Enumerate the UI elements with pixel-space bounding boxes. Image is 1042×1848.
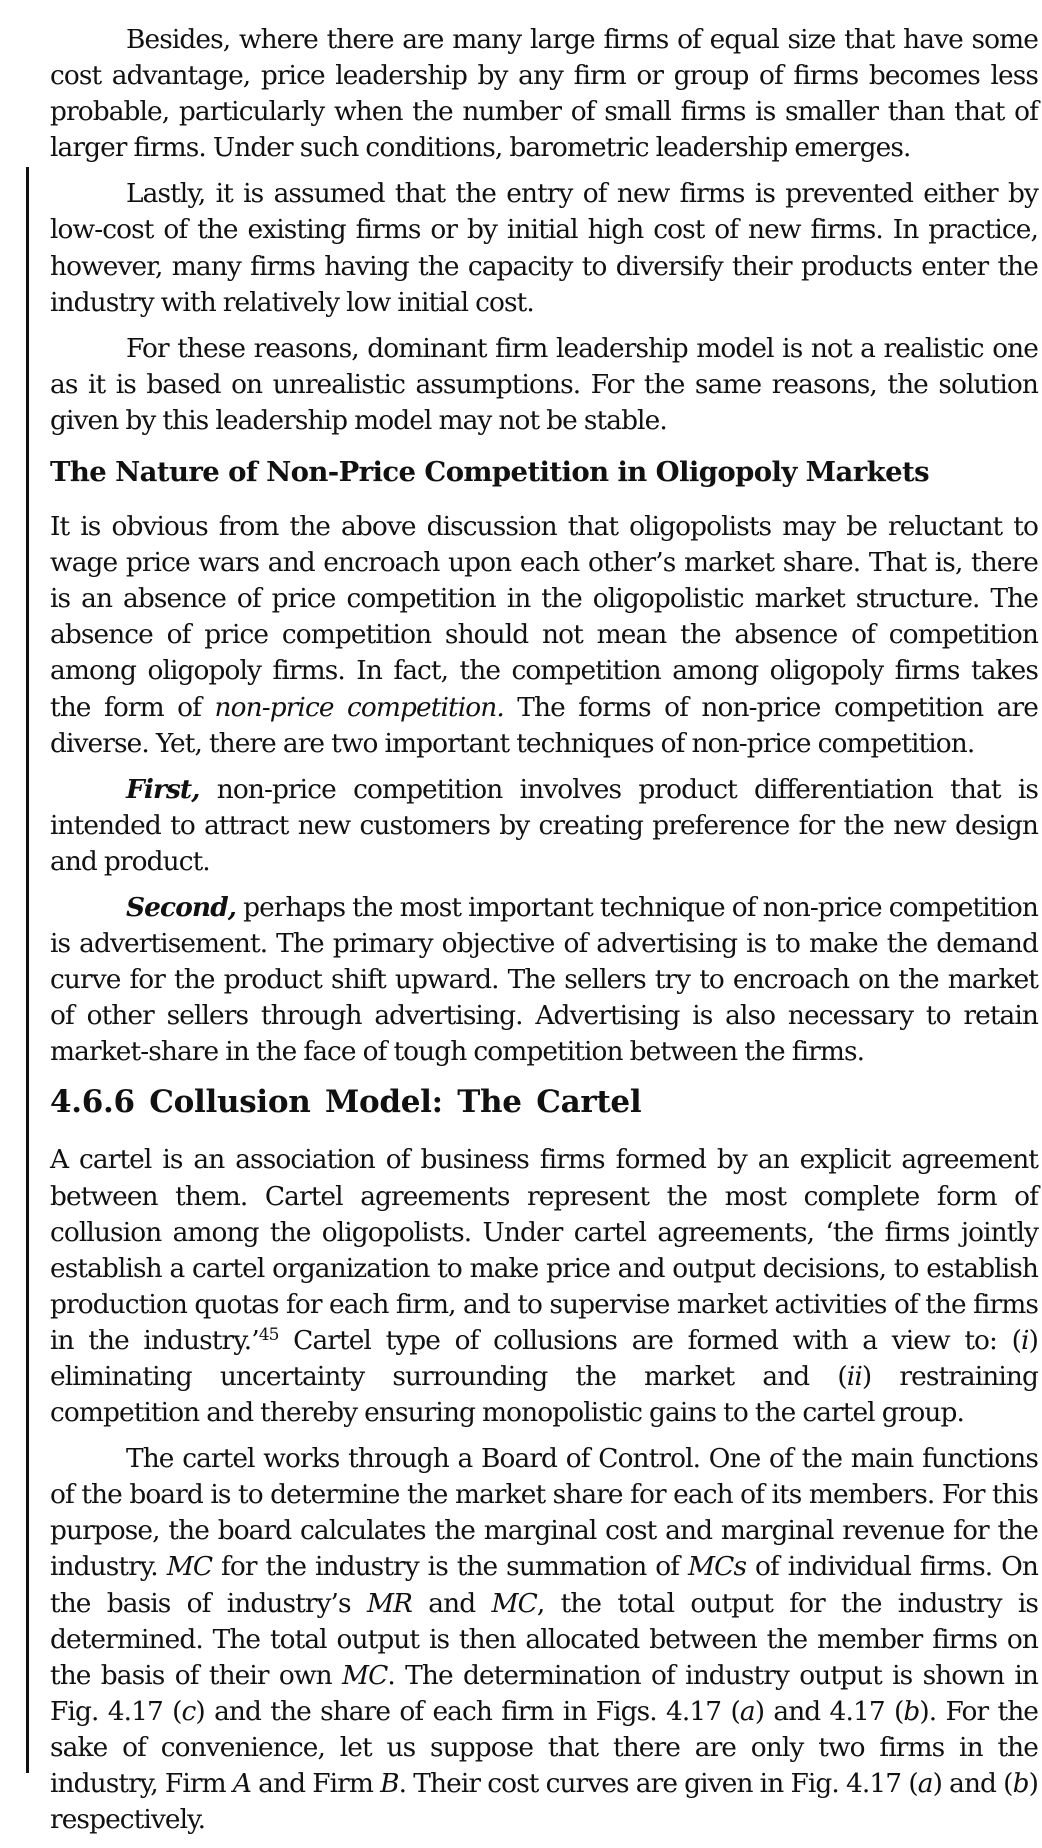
- footnote-marker: 45: [258, 1324, 279, 1345]
- non-price-intro-text-b: The forms of non-price competition are diverse. Yet, there are two important techniques of non-price competition.: [50, 691, 1038, 759]
- text-run: ). For the sake of convenience, let us suppose that there are only two firms in the industry, Firm: [50, 1695, 1039, 1800]
- italic-term: MR: [366, 1587, 413, 1619]
- margin-rule: [26, 167, 29, 1773]
- paragraph-barometric-leadership: Besides, where there are many large firms of equal size that have some cost advantage, price leadership by any firm or group of firms becomes less probable, particularly when the number of small firms is smaller than that of larger firms. Under such conditions, barometric leadership emerges.: [50, 24, 1038, 164]
- italic-term: MC: [491, 1587, 537, 1619]
- text-run: , the total output for the industry is determined. The total output is then allocated between the member firms on the basis of their own: [50, 1587, 1039, 1691]
- heading-non-price-competition: The Nature of Non-Price Competition in Oligopoly Markets: [50, 456, 929, 489]
- text-run: ) and the share of each firm in Figs. 4.17 (: [195, 1695, 740, 1727]
- text-run: ) respectively.: [50, 1768, 1038, 1836]
- text-run: of individual firms. On the basis of industry’s: [50, 1551, 1038, 1619]
- paragraph-board-of-control: [50, 1441, 1038, 1838]
- cartel-definition-text-c: ) eliminating uncertainty surrounding the market and (: [50, 1324, 1038, 1392]
- text-run: ) and (: [932, 1768, 1013, 1800]
- page-content: [50, 22, 1038, 1848]
- italic-term: b: [903, 1695, 920, 1727]
- text-run: . Their cost curves are given in Fig. 4.17 (: [398, 1768, 918, 1800]
- cartel-definition-text-b: Cartel type of collusions are formed with a view to: (: [278, 1324, 1022, 1356]
- cartel-definition-text-a: A cartel is an association of business firms formed by an explicit agreement between them. Cartel agreements represent the most complete form of collusion among the oligopolists. Under cartel agreements, ‘the firms jointly establish a cartel organization to make price and output decisions, to establish production quotas for each firm, and to supervise market activities of the firms in the industry.’: [50, 1144, 1038, 1356]
- first-label: First,: [126, 773, 200, 805]
- text-run: . The determination of industry output is shown in Fig. 4.17 (: [50, 1659, 1038, 1727]
- italic-term: a: [739, 1695, 755, 1727]
- italic-term: MC: [341, 1659, 388, 1691]
- roman-numeral-ii: ii: [846, 1361, 862, 1392]
- heading-cartel-section: 4.6.6 Collusion Model: The Cartel: [50, 1084, 642, 1121]
- first-technique-text: non-price competition involves product differentiation that is intended to attract new customers by creating preference for the new design and product.: [50, 773, 1038, 877]
- paragraph-non-price-intro: [50, 509, 1038, 762]
- italic-term: c: [181, 1695, 196, 1727]
- paragraph-cartel-definition: [50, 1142, 1038, 1431]
- cartel-definition-text-d: ) restraining competition and thereby ensuring monopolistic gains to the cartel group.: [50, 1361, 1038, 1429]
- italic-term: A: [232, 1768, 252, 1800]
- non-price-competition-emphasis: non-price competition.: [214, 691, 504, 723]
- second-label: Second,: [126, 891, 237, 923]
- italic-term: B: [380, 1768, 399, 1800]
- italic-term: MC: [166, 1551, 213, 1583]
- second-technique-text: perhaps the most important technique of non-price competition is advertisement. The primary objective of advertising is to make the demand curve for the product shift upward. The sellers try to encroach on the market of other sellers through advertising. Advertising is also necessary to retain market-share in the face of tough competition between the firms.: [50, 891, 1038, 1068]
- paragraph-model-not-realistic: For these reasons, dominant firm leadership model is not a realistic one as it is based on unrealistic assumptions. For the same reasons, the solution given by this leadership model may not be stable.: [50, 332, 1038, 436]
- paragraph-entry-of-new-firms: Lastly, it is assumed that the entry of new firms is prevented either by low-cost of the existing firms or by initial high cost of new firms. In practice, however, many firms having the capacity to diversify their products enter the industry with relatively low initial cost.: [50, 178, 1038, 318]
- italic-term: b: [1012, 1768, 1029, 1800]
- italic-term: MCs: [688, 1551, 747, 1583]
- text-run: for the industry is the summation of: [212, 1551, 689, 1583]
- italic-term: a: [917, 1768, 933, 1800]
- roman-numeral-i: i: [1021, 1324, 1029, 1356]
- text-run: and Firm: [251, 1768, 381, 1800]
- paragraph-first-technique: [50, 772, 1038, 880]
- text-run: The cartel works through a Board of Control. One of the main functions of the board is to determine the market share for each of its members. For this purpose, the board calculates the marginal cost and marginal revenue for the industry.: [50, 1443, 1038, 1583]
- paragraph-second-technique: [50, 890, 1038, 1070]
- text-run: ) and 4.17 (: [754, 1695, 904, 1727]
- text-run: and: [412, 1587, 492, 1619]
- non-price-intro-text-a: It is obvious from the above discussion that oligopolists may be reluctant to wage price wars and encroach upon each other’s market share. That is, there is an absence of price competition in the oligopolistic market structure. The absence of price competition should not mean the absence of competition among oligopoly firms. In fact, the competition among oligopoly firms takes the form of: [50, 511, 1038, 723]
